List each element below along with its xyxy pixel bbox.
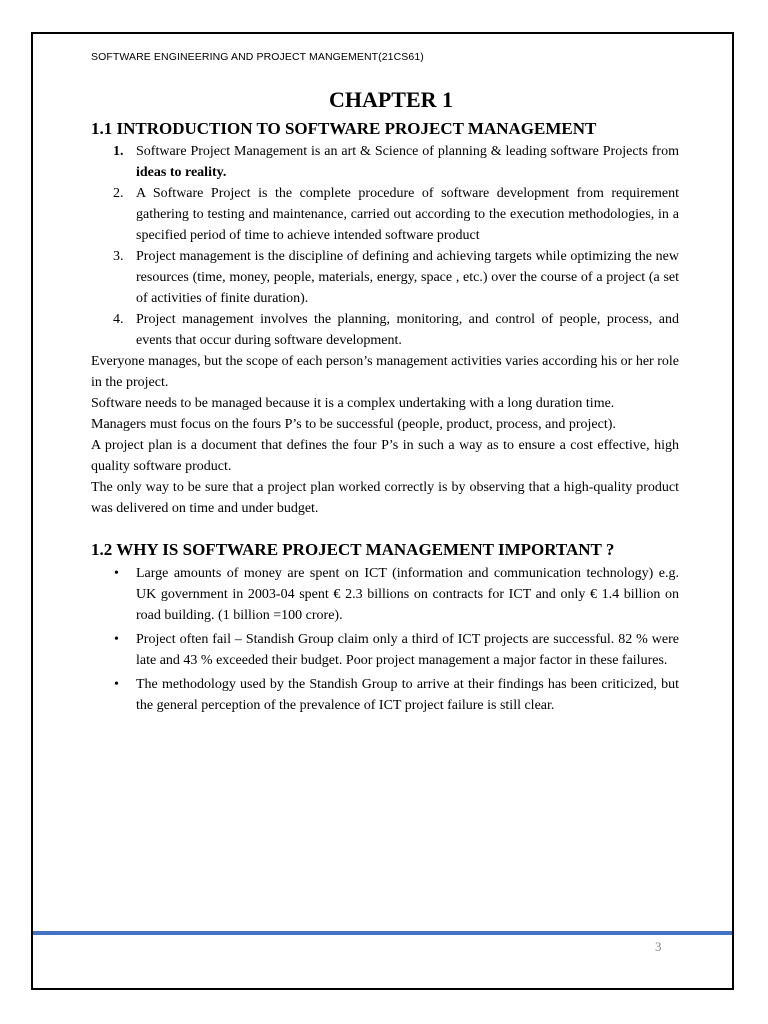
page-number: 3 xyxy=(655,939,662,954)
list-item xyxy=(91,141,679,183)
list-number: 2. xyxy=(113,186,124,201)
list-item-text: Large amounts of money are spent on ICT (information and communication technology) e.g. UK government in 2003-04 spent € 2.3 billions on contracts for ICT and only € 1.4 billion on road building. (1 billion =100 crore). xyxy=(136,566,679,623)
list-number: 3. xyxy=(113,249,124,264)
section-heading-importance: 1.2 WHY IS SOFTWARE PROJECT MANAGEMENT IMPORTANT ? xyxy=(91,540,615,559)
list-item xyxy=(91,629,679,671)
list-item-text: The methodology used by the Standish Group to arrive at their findings has been criticized, but the general perception of the prevalence of ICT project failure is still clear. xyxy=(136,677,679,713)
list-item-bold-text: ideas to reality. xyxy=(136,165,227,180)
document-page xyxy=(31,32,734,990)
importance-bullet-list xyxy=(91,563,679,716)
chapter-title: CHAPTER 1 xyxy=(328,87,454,112)
list-item xyxy=(91,309,679,351)
body-paragraph: A project plan is a document that defines the four P’s in such a way as to ensure a cost effective, high quality software product. xyxy=(91,438,679,474)
list-item-text: Project often fail – Standish Group claim only a third of ICT projects are successful. 82 % were late and 43 % exceeded their budget. Poor project management a major factor in these failures. xyxy=(136,632,679,668)
body-paragraph: Software needs to be managed because it is a complex undertaking with a long duration time. xyxy=(91,396,615,411)
list-item xyxy=(91,563,679,626)
list-item-text: A Software Project is the complete procedure of software development from requirement gathering to testing and maintenance, carried out according to the execution methodologies, in a specified period of time to achieve intended software product xyxy=(136,186,679,243)
body-paragraph: Everyone manages, but the scope of each person’s management activities varies according his or her role in the project. xyxy=(91,354,679,390)
bullet-icon: • xyxy=(114,632,119,647)
list-item-text: Project management is the discipline of defining and achieving targets while optimizing the new resources (time, money, people, materials, energy, space , etc.) over the course of a project (a set of activities of finite duration). xyxy=(136,249,679,306)
list-item-text: Project management involves the planning, monitoring, and control of people, process, and events that occur during software development. xyxy=(136,312,679,348)
list-item xyxy=(91,183,679,246)
list-item-text: Software Project Management is an art & Science of planning & leading software Projects from xyxy=(136,144,679,159)
list-item xyxy=(91,674,679,716)
bullet-icon: • xyxy=(114,566,119,581)
running-header: SOFTWARE ENGINEERING AND PROJECT MANGEMENT(21CS61) xyxy=(91,51,424,63)
section-heading-intro: 1.1 INTRODUCTION TO SOFTWARE PROJECT MANAGEMENT xyxy=(91,119,597,138)
bullet-icon: • xyxy=(114,677,119,692)
footer-rule xyxy=(33,931,732,935)
intro-numbered-list xyxy=(91,141,679,351)
body-paragraph: The only way to be sure that a project plan worked correctly is by observing that a high-quality product was delivered on time and under budget. xyxy=(91,480,679,516)
body-paragraph: Managers must focus on the fours P’s to be successful (people, product, process, and project). xyxy=(91,417,616,432)
list-item xyxy=(91,246,679,309)
list-number: 4. xyxy=(113,312,124,327)
page-content xyxy=(91,86,679,719)
list-number: 1. xyxy=(113,144,124,159)
